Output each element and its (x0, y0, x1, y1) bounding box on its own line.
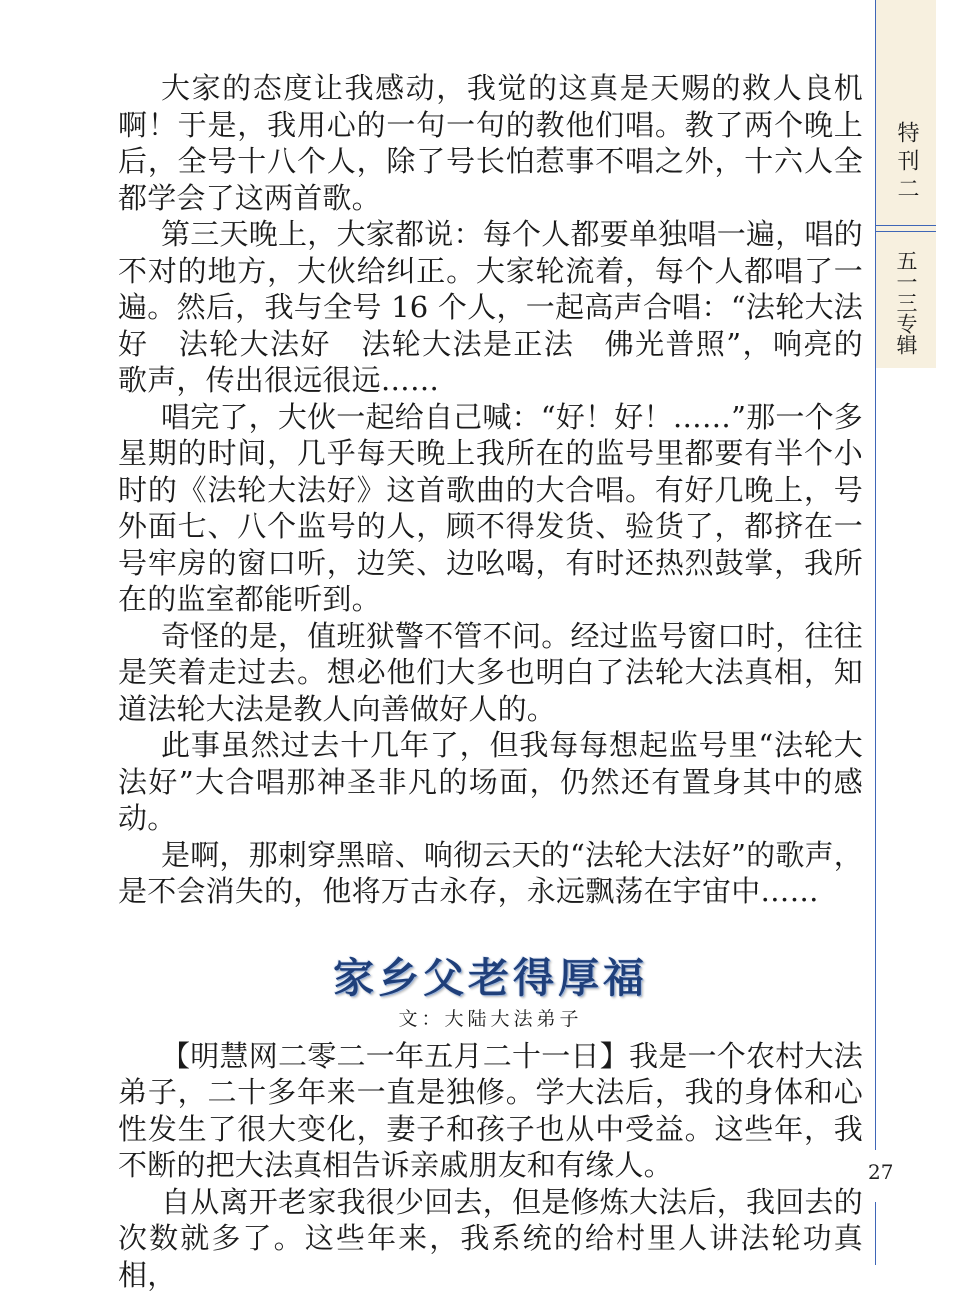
sidebar-divider (876, 225, 936, 226)
sidebar-divider (876, 231, 936, 232)
paragraph: 大家的态度让我感动，我觉的这真是天赐的救人良机啊！于是，我用心的一句一句的教他们唱。教了两个晚上后，全号十八个人，除了号长怕惹事不唱之外，十六人全都学会了这两首歌。 (118, 70, 863, 216)
sidebar-tab (875, 0, 936, 368)
margin-rule (875, 368, 876, 1265)
paragraph: 此事虽然过去十几年了，但我每每想起监号里“法轮大法好”大合唱那神圣非凡的场面，仍然还有置身其中的感动。 (118, 727, 863, 837)
paragraph: 【明慧网二零二一年五月二十一日】我是一个农村大法弟子，二十多年来一直是独修。学大法后，我的身体和心性发生了很大变化，妻子和孩子也从中受益。这些年，我不断的把大法真相告诉亲戚朋友和有缘人。 (118, 1038, 863, 1184)
paragraph: 是啊，那刺穿黑暗、响彻云天的“法轮大法好”的歌声，是不会消失的，他将万古永存，永远飘荡在宇宙中…… (118, 837, 863, 910)
page-number: 27 (868, 1160, 893, 1184)
sidebar-label-top: 特刊二 (876, 108, 936, 218)
article-title: 家乡父老得厚福 (118, 952, 863, 1004)
paragraph: 自从离开老家我很少回去，但是修炼大法后，我回去的次数就多了。这些年来，我系统的给村里人讲法轮功真相， (118, 1184, 863, 1293)
paragraph: 奇怪的是，值班狱警不管不问。经过监号窗口时，往往是笑着走过去。想必他们大多也明白了法轮大法真相，知道法轮大法是教人向善做好人的。 (118, 618, 863, 728)
article-byline: 文：大陆大法弟子 (118, 1006, 863, 1032)
paragraph: 第三天晚上，大家都说：每个人都要单独唱一遍，唱的不对的地方，大伙给纠正。大家轮流着，每个人都唱了一遍。然后，我与全号 16 个人，一起高声合唱：“法轮大法好 法轮大法好 法轮大法是正法 佛光普照”，响亮的歌声，传出很远很远…… (118, 216, 863, 399)
sidebar-label-bottom: 五一三专辑 (876, 242, 936, 362)
paragraph: 唱完了，大伙一起给自己喊：“好！好！……”那一个多星期的时间，几乎每天晚上我所在的监号里都要有半个小时的《法轮大法好》这首歌曲的大合唱。有好几晚上，号外面七、八个监号的人，顾不得发货、验货了，都挤在一号牢房的窗口听，边笑、边吆喝，有时还热烈鼓掌，我所在的监室都能听到。 (118, 399, 863, 618)
article-body (118, 70, 863, 1293)
